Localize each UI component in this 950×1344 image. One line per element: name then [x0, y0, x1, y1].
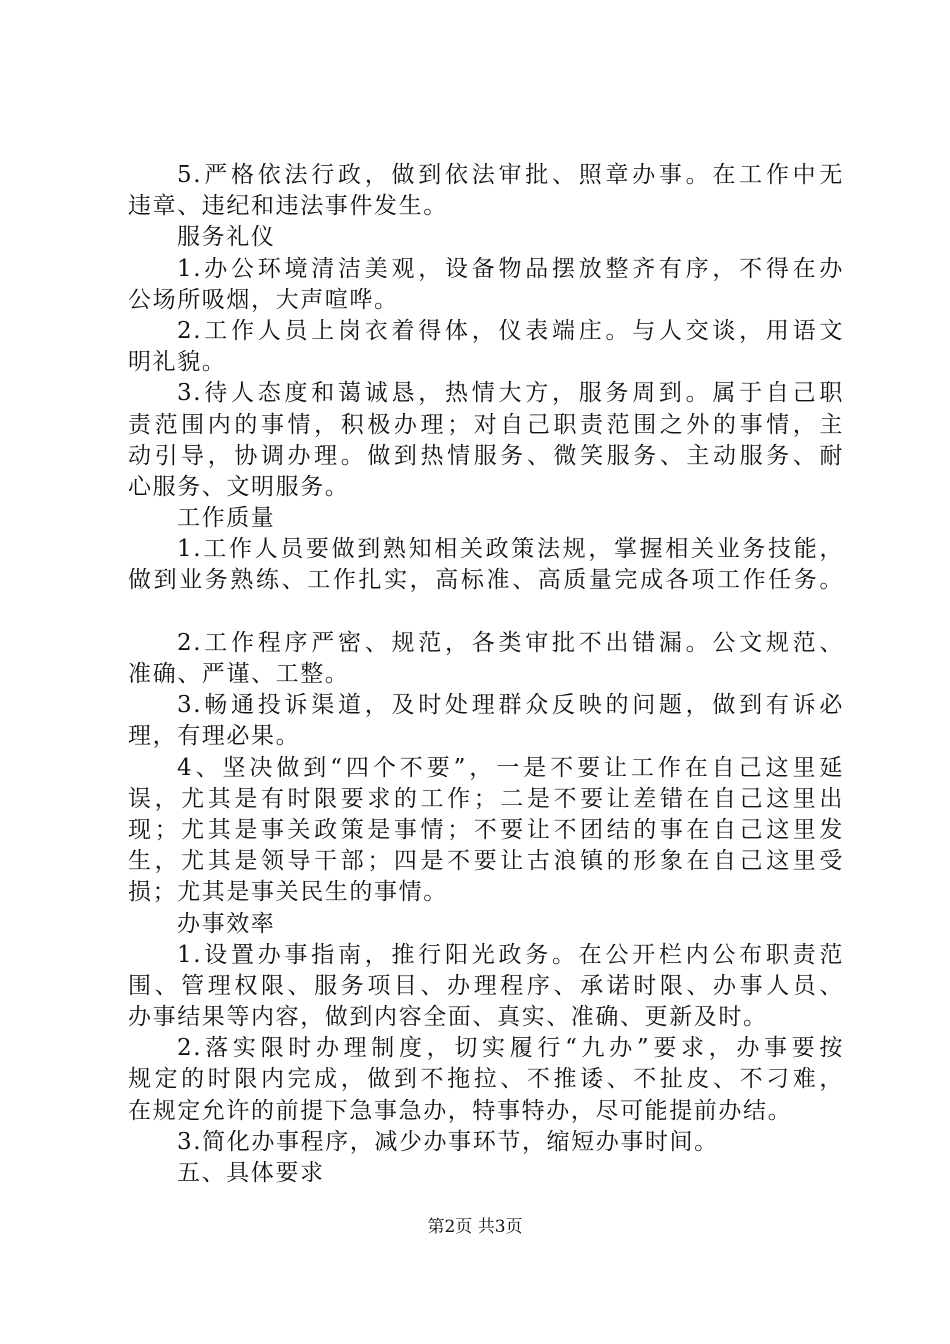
paragraph-line: 生，尤其是领导干部；四是不要让古浪镇的形象在自己这里受: [128, 848, 844, 875]
paragraph-line: 3.待人态度和蔼诚恳，热情大方，服务周到。属于自己职: [177, 380, 844, 407]
paragraph-line: 现；尤其是事关政策是事情；不要让不团结的事在自己这里发: [128, 816, 844, 843]
paragraph-line: 明礼貌。: [128, 349, 227, 376]
section-heading: 办事效率: [177, 910, 276, 937]
paragraph-line: 规定的时限内完成，做到不拖拉、不推诿、不扯皮、不刁难，: [128, 1066, 844, 1093]
paragraph-line: 理，有理必果。: [128, 723, 301, 750]
paragraph-line: 办事结果等内容，做到内容全面、真实、准确、更新及时。: [128, 1004, 768, 1031]
paragraph-line: 公场所吸烟，大声喧哗。: [128, 286, 399, 313]
section-heading: 五、具体要求: [177, 1160, 325, 1186]
paragraph-line: 误，尤其是有时限要求的工作；二是不要让差错在自己这里出: [128, 785, 844, 812]
page-footer: 第2页 共3页: [427, 1217, 523, 1237]
paragraph-line: 4、坚决做到“四个不要”，一是不要让工作在自己这里延: [177, 754, 844, 781]
paragraph-line: 3.简化办事程序，减少办事环节，缩短办事时间。: [177, 1128, 719, 1155]
page-body: [128, 160, 844, 1189]
blank-line: [128, 597, 844, 628]
paragraph-line: 准确、严谨、工整。: [128, 661, 350, 687]
section-heading: 服务礼仪: [177, 224, 276, 251]
paragraph-line: 3.畅通投诉渠道，及时处理群众反映的问题，做到有诉必: [177, 692, 844, 719]
paragraph-line: 2.工作程序严密、规范，各类审批不出错漏。公文规范、: [177, 629, 844, 656]
section-heading: 工作质量: [177, 505, 276, 532]
paragraph-line: 1.设置办事指南，推行阳光政务。在公开栏内公布职责范: [177, 941, 844, 968]
paragraph-line: 1.工作人员要做到熟知相关政策法规，掌握相关业务技能，: [177, 536, 844, 563]
paragraph-line: 损；尤其是事关民生的事情。: [128, 879, 448, 906]
paragraph-line: 5.严格依法行政，做到依法审批、照章办事。在工作中无: [177, 162, 844, 188]
paragraph-line: 在规定允许的前提下急事急办，特事特办，尽可能提前办结。: [128, 1097, 793, 1124]
paragraph-line: 违章、违纪和违法事件发生。: [128, 193, 448, 220]
paragraph-line: 2.工作人员上岗衣着得体，仪表端庄。与人交谈，用语文: [177, 317, 844, 344]
paragraph-line: 做到业务熟练、工作扎实，高标准、高质量完成各项工作任务。: [128, 567, 844, 594]
paragraph-line: 1.办公环境清洁美观，设备物品摆放整齐有序，不得在办: [177, 255, 844, 282]
paragraph-line: 2.落实限时办理制度，切实履行“九办”要求，办事要按: [177, 1035, 844, 1062]
paragraph-line: 动引导，协调办理。做到热情服务、微笑服务、主动服务、耐: [128, 442, 844, 469]
paragraph-line: 围、管理权限、服务项目、办理程序、承诺时限、办事人员、: [128, 972, 844, 999]
paragraph-line: 心服务、文明服务。: [128, 473, 350, 500]
paragraph-line: 责范围内的事情，积极办理；对自己职责范围之外的事情，主: [128, 411, 844, 438]
